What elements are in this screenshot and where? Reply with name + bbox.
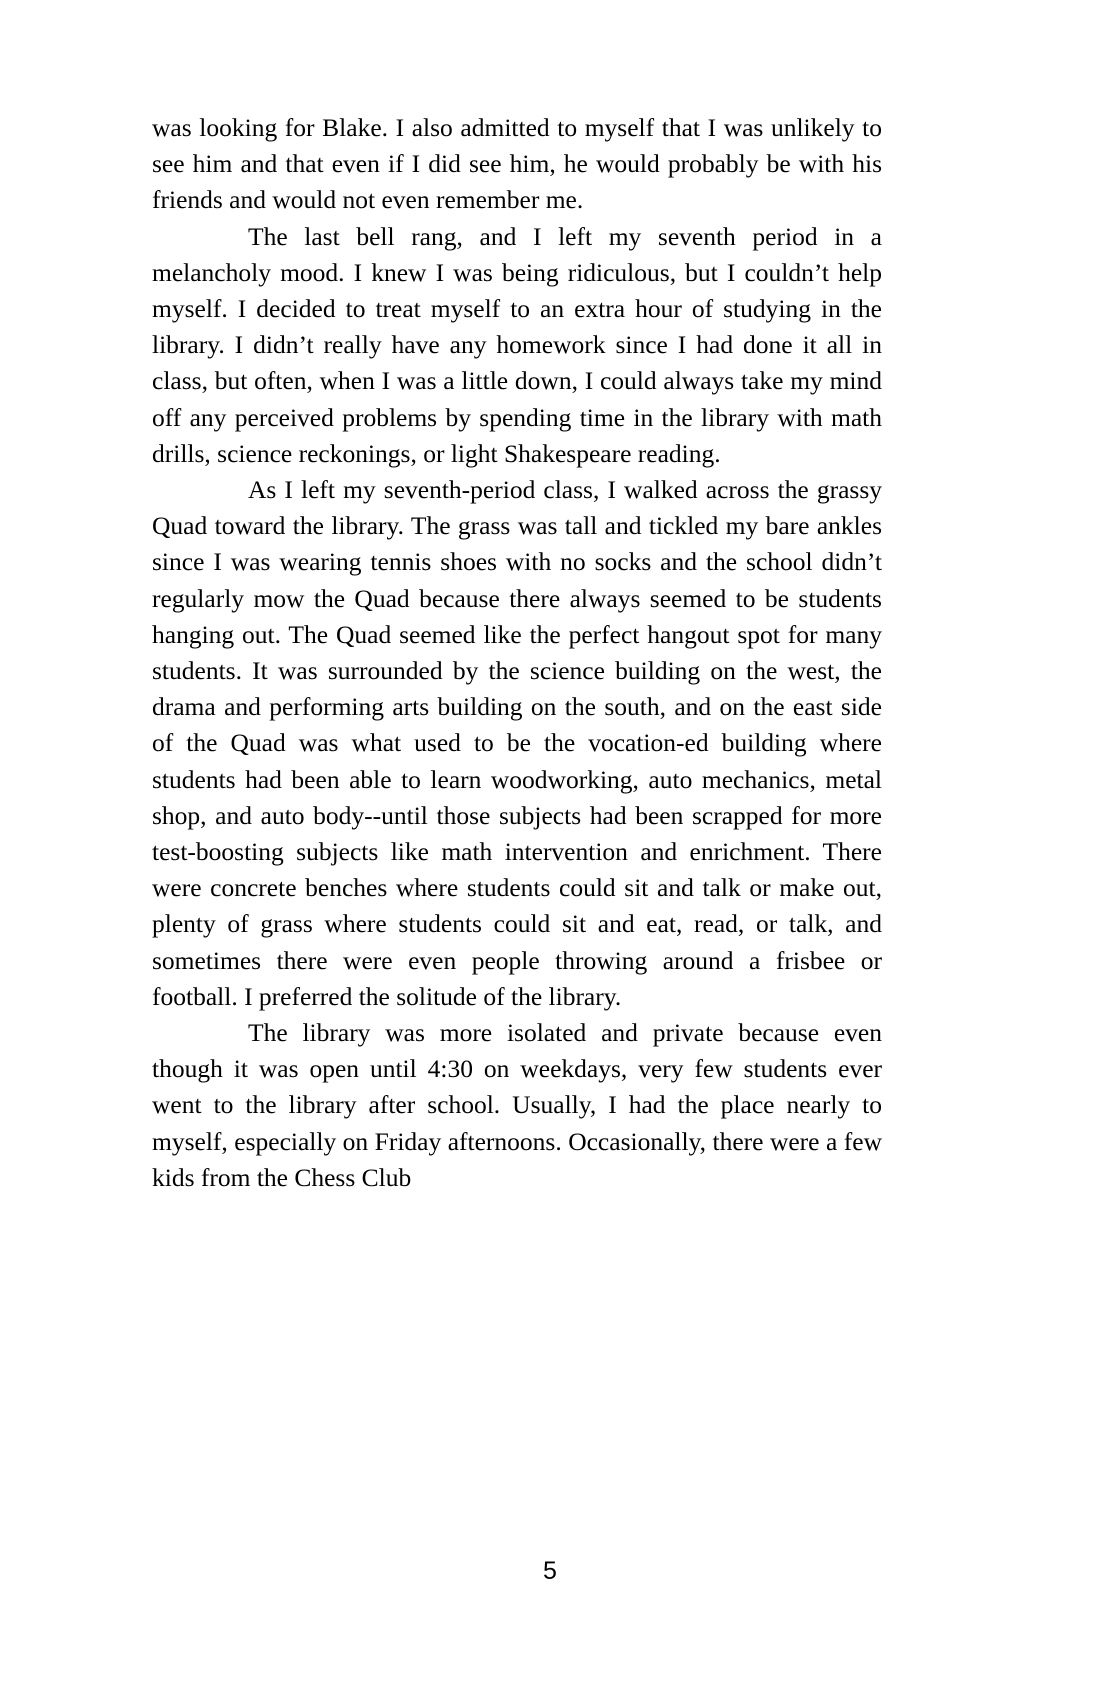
paragraph-3: As I left my seventh-period class, I walked across the grassy Quad toward the library. The grass was tall and tickled my bare ankles since I was wearing tennis shoes with no socks and the school didn’t regularly mow the Quad because there always seemed to be students hanging out. The Quad seemed like the perfect hangout spot for many students. It was surrounded by the science building on the west, the drama and performing arts building on the south, and on the east side of the Quad was what used to be the vocation-ed building where students had been able to learn woodworking, auto mechanics, metal shop, and auto body--until those subjects had been scrapped for more test-boosting subjects like math intervention and enrichment. There were concrete benches where students could sit and talk or make out, plenty of grass where students could sit and eat, read, or talk, and sometimes there were even people throwing around a frisbee or football. I preferred the solitude of the library. bbox=[152, 475, 882, 1011]
page-body-text bbox=[152, 110, 882, 1196]
paragraph-4: The library was more isolated and private because even though it was open until 4:30 on weekdays, very few students ever went to the library after school. Usually, I had the place nearly to myself, especially on Friday afternoons. Occasionally, there were a few kids from the Chess Club bbox=[152, 1018, 882, 1192]
page-number: 5 bbox=[543, 1557, 557, 1585]
paragraph-2: The last bell rang, and I left my seventh period in a melancholy mood. I knew I was being ridiculous, but I couldn’t help myself. I decided to treat myself to an extra hour of studying in the library. I didn’t really have any homework since I had done it all in class, but often, when I was a little down, I could always take my mind off any perceived problems by spending time in the library with math drills, science reckonings, or light Shakespeare reading. bbox=[152, 221, 882, 468]
paragraph-1: was looking for Blake. I also admitted to myself that I was unlikely to see him and that even if I did see him, he would probably be with his friends and would not even remember me. bbox=[152, 113, 882, 215]
